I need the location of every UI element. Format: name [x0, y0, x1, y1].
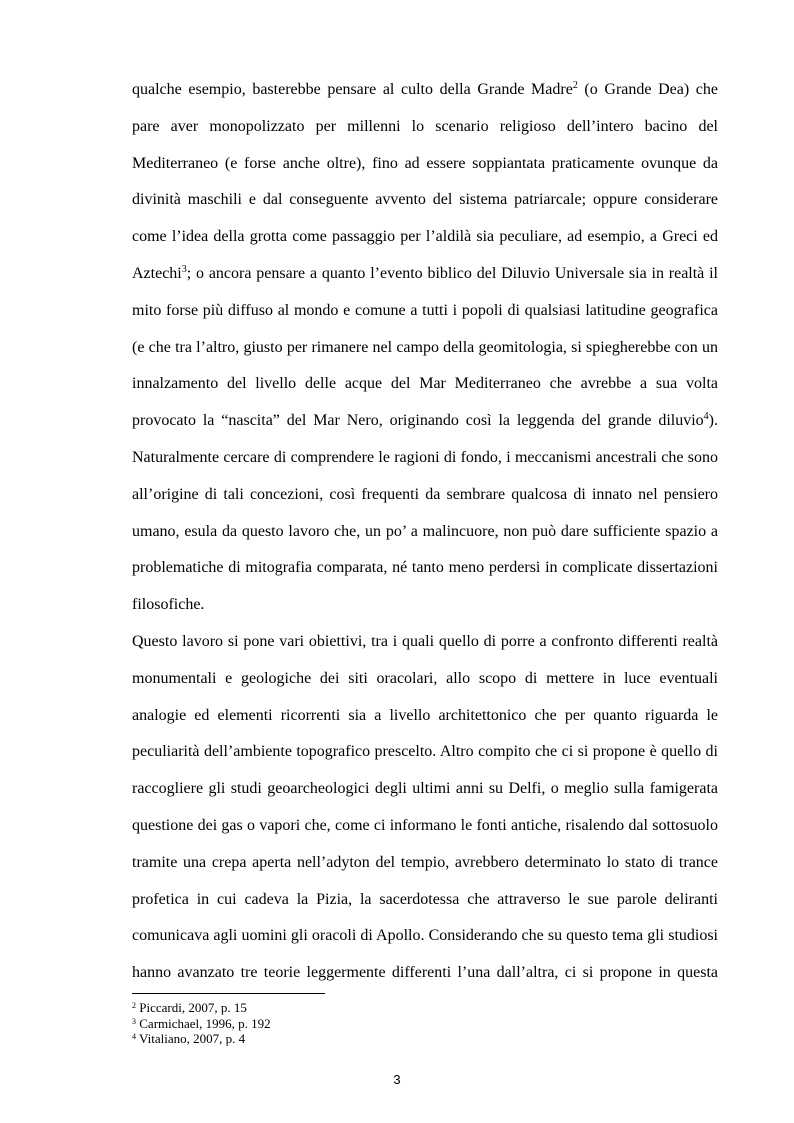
text-segment: ; o ancora pensare a quanto l’evento biblico del Diluvio Universale sia in realtà il: [186, 264, 718, 282]
text-segment: (e che tra l’altro, giusto per rimanere nel campo della geomitologia, si spiegherebbe con un: [132, 338, 718, 356]
text-line: [132, 72, 718, 109]
text-segment: Aztechi: [132, 264, 182, 282]
text-line: [132, 403, 718, 440]
text-segment: Questo lavoro si pone vari obiettivi, tra i quali quello di porre a confronto differenti realtà: [132, 632, 718, 650]
text-segment: raccogliere gli studi geoarcheologici degli ultimi anni su Delfi, o meglio sulla famigerata: [132, 780, 718, 798]
text-line: [132, 477, 718, 514]
footnote-reference: 3: [181, 263, 187, 275]
text-segment: (o Grande Dea) che: [577, 81, 719, 98]
text-segment: filosofiche.: [132, 596, 205, 614]
footnote-number: 2: [132, 1001, 136, 1010]
text-line: [132, 182, 718, 219]
text-line: [132, 771, 718, 808]
text-segment: problematiche di mitografia comparata, né tanto meno perdersi in complicate dissertazioni: [132, 559, 718, 577]
text-line: [132, 366, 718, 403]
text-line: [132, 808, 718, 845]
text-segment: provocato la “nascita” del Mar Nero, originando così la leggenda del grande diluvio: [132, 412, 704, 430]
text-line: [132, 109, 718, 146]
text-segment: questione dei gas o vapori che, come ci informano le fonti antiche, risalendo dal sottosuolo: [132, 816, 718, 834]
text-segment: tramite una crepa aperta nell’adyton del tempio, avrebbero determinato lo stato di trance: [132, 853, 718, 871]
text-line: [132, 550, 718, 587]
text-segment: pare aver monopolizzato per millenni lo scenario religioso dell’intero bacino del: [132, 117, 718, 135]
text-line: [132, 514, 718, 551]
text-segment: peculiarità dell’ambiente topografico prescelto. Altro compito che ci si propone è quello di: [132, 743, 718, 761]
footnote-text: Vitaliano, 2007, p. 4: [136, 1031, 246, 1046]
text-line: [132, 330, 718, 367]
footnote-reference: 2: [572, 80, 578, 91]
footnote-number: 3: [132, 1016, 136, 1026]
text-line: [132, 882, 718, 919]
text-segment: umano, esula da questo lavoro che, un po’ a malincuore, non può dare sufficiente spazio a: [132, 522, 718, 540]
footnote: [132, 1031, 271, 1047]
text-segment: profetica in cui cadeva la Pizia, la sacerdotessa che attraverso le sue parole deliranti: [132, 890, 718, 908]
footnote-text: Piccardi, 2007, p. 15: [136, 1000, 247, 1015]
text-line: [132, 698, 718, 735]
footnote: [132, 1000, 271, 1016]
body-text: [132, 72, 718, 992]
text-line: [132, 587, 718, 624]
footnote-separator: [132, 993, 325, 994]
footnote-text: Carmichael, 1996, p. 192: [136, 1015, 271, 1031]
page-number: 3: [393, 1072, 401, 1087]
footnote-reference: 4: [703, 411, 709, 423]
footnote-number: 4: [132, 1032, 136, 1041]
text-line: [132, 219, 718, 256]
text-segment: comunicava agli uomini gli oracoli di Apollo. Considerando che su questo tema gli studiosi: [132, 927, 718, 945]
text-segment: hanno avanzato tre teorie leggermente differenti l’una dall’altra, ci si propone in questa: [132, 964, 718, 982]
text-line: [132, 845, 718, 882]
text-segment: monumentali e geologiche dei siti oracolari, allo scopo di mettere in luce eventuali: [132, 669, 718, 687]
text-segment: ).: [708, 412, 718, 430]
text-segment: Mediterraneo (e forse anche oltre), fino ad essere soppiantata praticamente ovunque da: [132, 154, 718, 172]
text-line: [132, 256, 718, 293]
text-segment: innalzamento del livello delle acque del Mar Mediterraneo che avrebbe a sua volta: [132, 375, 718, 393]
text-segment: Naturalmente cercare di comprendere le ragioni di fondo, i meccanismi ancestrali che sono: [132, 448, 718, 466]
footnotes: [132, 1000, 271, 1047]
text-line: [132, 440, 718, 477]
text-segment: come l’idea della grotta come passaggio per l’aldilà sia peculiare, ad esempio, a Greci ed: [132, 228, 718, 246]
text-line: [132, 918, 718, 955]
text-line: [132, 734, 718, 771]
text-segment: analogie ed elementi ricorrenti sia a livello architettonico che per quanto riguarda le: [132, 706, 718, 724]
text-line: [132, 661, 718, 698]
text-segment: qualche esempio, basterebbe pensare al culto della Grande Madre: [132, 81, 573, 98]
footnote: [132, 1016, 271, 1032]
text-line: [132, 624, 718, 661]
text-segment: divinità maschili e dal conseguente avvento del sistema patriarcale; oppure considerare: [132, 191, 718, 209]
text-segment: mito forse più diffuso al mondo e comune a tutti i popoli di qualsiasi latitudine geografica: [132, 301, 718, 319]
text-line: [132, 293, 718, 330]
text-line: [132, 955, 718, 992]
text-line: [132, 146, 718, 183]
text-segment: all’origine di tali concezioni, così frequenti da sembrare qualcosa di innato nel pensiero: [132, 485, 718, 503]
